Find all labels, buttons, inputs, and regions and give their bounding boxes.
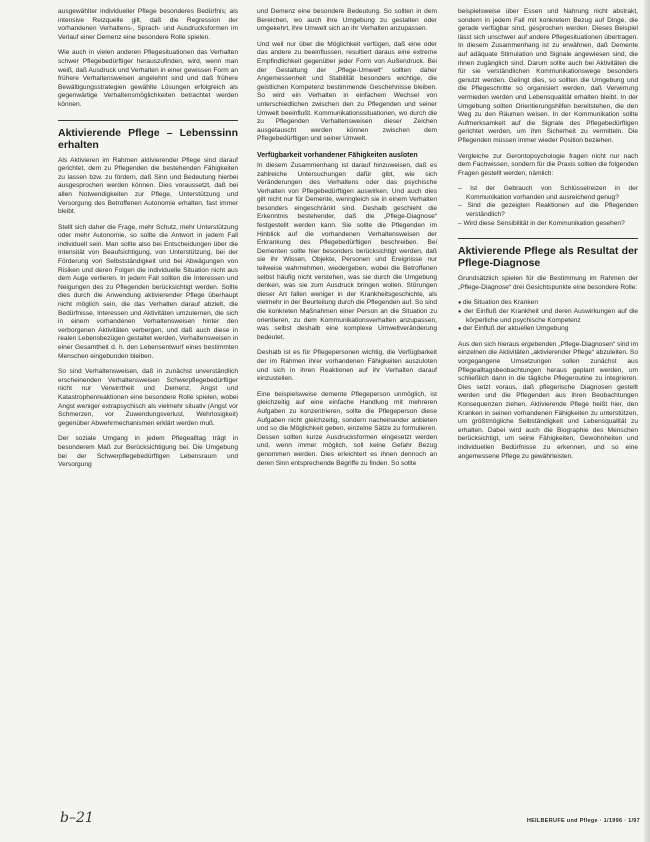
subheading-skills: Verfügbarkeit vorhandener Fähigkeiten ausloten	[257, 151, 418, 159]
section-heading-activating-care: Aktivierende Pflege – Lebenssinn erhalten	[58, 126, 238, 151]
journal-name: HEILBERUFE und Pflege · 1/1996 · 1/97	[526, 818, 640, 824]
paragraph: Stellt sich daher die Frage, mehr Schutz, mehr Unterstützung oder mehr Autonomie, so sollte die Antwort in jedem Fall individuell sein. Man sollte also bei Entscheidungen über die Intensität von Beaufsichtigung, von Unterstützung, bei der Förderung von Selbstständigkeit und bei Abwägungen von Risiken und deren Folgen die individuelle Situation nicht aus dem Auge verlieren. In jedem Fall sollten die Interessen und Neigungen des zu Pflegenden berücksichtigt werden. Sollte dies durch die Anwendung aktivierender Pflege überhaupt nicht möglich sein, die das Verhalten darauf abzielt, die Bedürfnisse, Interessen und Aktivitäten umzulernen, die sich in einem vorhandenen Verhaltensweisen hinter den verborgenen Aktivitäten verbergen, und daß auch diese in realen Lebensbezügen gestaltet werden, Verhaltensweisen in einer Gesamtheit d. h. den Lebensentwurf eines bestimmten Menschen eingebunden bleiben.	[58, 223, 238, 360]
list-item: ● die Situation des Kranken	[466, 299, 638, 308]
list-item: – Ist der Gebrauch von Schlüsselreizen in der Kommunikation vorhanden und ausreichend genug?	[466, 185, 638, 202]
paragraph: So sind Verhaltensweisen, daß in zunächst unverständlich erscheinenden Verhaltensweisen Schwerpflegebedürftiger nicht nur Verwirrtheit und Demenz, Angst und Katastrophenreaktionen eine besondere Rolle spielen, wobei Angst weniger extrapsychisch als vielmehr situativ (Angst vor Schmerzen, vor Zuwendungsverlust, Wehrlosigkeit) gegenüber Abwehrmechanismen erklärt werden muß.	[58, 368, 238, 427]
list-item: ● der Einfluß der aktuellen Umgebung	[466, 325, 638, 334]
section-heading-diagnosis: Aktivierende Pflege als Resultat der Pflege-Diagnose	[458, 245, 638, 270]
section-rule	[58, 120, 238, 121]
paragraph: Wie auch in vielen anderen Pflegesituationen das Verhalten schwer Pflegebedürftiger herauszufinden, wird, wenn man weiß, daß Ausdruck und Verhalten in einer gewissen Form an frühere Verhaltensweisen angelehnt sind und daß frühere Bewältigungsstrategien gewählte Lösungen erfolgreich als gegenwärtige Verhaltensmöglichkeiten betrachtet werden können.	[58, 49, 238, 108]
paragraph: Und weil nur über die Möglichkeit verfügen, daß eine oder das andere zu beeinflussen, resultiert daraus eine extreme Empfindlichkeit gegenüber jeder Form von Außendruck. Bei der Gestaltung der „Pflege-Umwelt“ sollten daher Angemessenheit und Stabilität besonders wichtige, die geistlichen Kompetenz bestimmende Geschehnisse bleiben. So wird ein Verhalten in einfachem Wechsel von unterschiedlichen zwischen den zu Pflegenden und seiner Umwelt beeinflußt. Kommunikationssituationen, wo durch die zu Pflegenden Verhaltensweisen dieser Zeichen ausgetauscht werden können zwischen dem Pflegebedürftigen und seiner Umwelt.	[257, 40, 437, 143]
paragraph: In diesem Zusammenhang ist darauf hinzuweisen, daß es zahlreiche Untersuchungen dafür gibt, wie sich Veränderungen des Verhaltens oder das psychische Verhalten von Pflegebedürftigen auswirken. Und auch dies gilt nicht nur für Demente, wenngleich sie in einem Verhalten besonders eingeschränkt sind. Deshalb geschieht die Erkenntnis bestehender, daß die „Pflege-Diagnose“ festgestellt werden kann. Sie sollte die Pflegenden im Hinblick auf die vorhandenen Verhaltensweisen der Erkrankung des Pflegebedürftigen beschreiben. Bei Dementen sollte hier besonders berücksichtigt werden, daß sie ihr Wissen, Objekte, Personen und Ereignisse nur teilweise wahrnehmen, wiedergeben, wobei die Betroffenen selbst häufig nicht verstehen, was sie durch die Umgebung denken, was sie zum Ausdruck bringen wollen. Störungen dieser Art fallen weniger in der Krankheitsgeschichte, als vielmehr in der Beurteilung durch die Pflegenden auf. So sind die konkreten Maßnahmen einer Person an die Situation zu orientieren, zu dem Kommunikationsverhalten anzupassen, was selbst deshalb eine komplexe Umweltveränderung bedeutet.	[257, 161, 437, 341]
section-rule	[458, 238, 638, 239]
scan-edge-shadow	[644, 0, 650, 842]
paragraph: Deshalb ist es für Pflegepersonen wichtig, die Verfügbarkeit der im Rahmen ihrer vorhandenen Fähigkeiten auszuloten und sich in ihren Reaktionen auf ihr Verhalten darauf einzustellen.	[257, 349, 437, 383]
list-item: ● der Einfluß der Krankheit und deren Auswirkungen auf die körperliche und psychische Kompetenz	[466, 308, 638, 325]
column-1	[58, 8, 238, 477]
paragraph: Vergleiche zur Gerontopsychologie fragen nicht nur nach dem Fachwissen, sondern für die Praxis sollten die folgenden Fragen gestellt werden, nämlich:	[458, 152, 638, 177]
column-3	[458, 8, 638, 468]
column-2	[257, 8, 437, 475]
paragraph: Der soziale Umgang in jedem Pflegealltag trägt in besonderem Maß zur Berücksichtigung bei. Die Umgebung bei der Schwerpflegebedürftigen Lebensraum und Versorgung	[58, 435, 238, 469]
list-item: – Wird diese Sensibilität in der Kommunikation gesehen?	[466, 220, 638, 229]
paragraph: Eine beispielsweise demente Pflegeperson unmöglich, ist gleichzeitig auf eine einfache Handlung mit mehreren Aufgaben zu konzentrieren, sollte die Pflegeperson diese Aufgaben nicht gleichzeitig, sondern nacheinander anbieten und so die Möglichkeit geben, einzelne Sätze zu formulieren. Dessen sollten kurze Ausdrucksformen eingesetzt werden und, wenn immer möglich, soll keine Gefahr Bezug genommen werden. Dies erleichtert es ihnen dennoch an deren Sinn entsprechende Begriffe zu finden. So sollte	[257, 390, 437, 467]
paragraph: Aus den sich hieraus ergebenden „Pflege-Diagnosen“ sind im einzelnen die Aktivitäten „aktivierender Pflege“ abzuleiten. So vorgegangene Umsetzungen sollen zunächst aus Pflegealltagsbeobachtungen heraus geplant werden, um schließlich dann in die tägliche Pflegeroutine zu integrieren. Dies setzt voraus, daß pflegerische Diagnosen gestellt werden und die Pflegenden aus ihren Beobachtungen Konsequenzen ziehen. Aktivierende Pflege heißt hier, den Kranken in seinen vorhandenen Fähigkeiten zu unterstützen, um größtmögliche Selbständigkeit und Lebensqualität zu erhalten. Dabei wird auch die Biographie des Menschen berücksichtigt, um seine Fähigkeiten, Gewohnheiten und individuellen Bedürfnisse zu erkennen, und so eine angemessene Pflege zu gewährleisten.	[458, 340, 638, 460]
paragraph: beispielsweise über Essen und Nahrung nicht abstrakt, sondern in jedem Fall mit konkretem Bezug auf Dinge, die gerade verfügbar sind, gesprochen werden. Dieses Beispiel lässt sich unschwer auf andere Pflegesituationen übertragen. In diesem Zusammenhang ist zu erwähnen, daß Demente auf adäquate Stimulation und Signale angewiesen sind, die ihnen zugänglich sind. Darum sollte auch bei Aktivitäten die für sie verständlichen Kommunikationswege besonders genutzt werden. Gelingt dies, so sollten die Umgebung und die Pflegeschritte so organisiert werden, daß Verwirrung vermieden werden und Lebensqualität erhalten bleibt. In der Umgebung sollten Orientierungshilfen bereitstehen, die den Weg zu den Räumen weisen. In der Kommunikation sollte Aufmerksamkeit auf die Signale des Pflegebedürftigen gerichtet werden, um ihm Sicherheit zu vermitteln. Die Pflegenden müssen immer wieder Position beziehen.	[458, 8, 638, 144]
question-list	[458, 185, 638, 228]
paragraph: ausgewählter individueller Pflege besonderes Bedürfnis; als intensive Reizquelle gilt, daß die Regression der vorhandenen Verhaltens-, Sprach- und Ausdrucksformen im Verlauf einer Demenz eine besondere Rolle spielen.	[58, 8, 238, 41]
bullet-list	[458, 299, 638, 333]
page-number: b–21	[60, 810, 94, 826]
article-page	[58, 8, 640, 834]
paragraph: Als Aktivieren im Rahmen aktivierender Pflege sind darauf gerichtet, dem zu Pflegenden die bestehenden Fähigkeiten zu lassen bzw. zu fördern, daß Sinn und Bedeutung hierbei ausgesprochen werden können. Dies voraussetzt, daß bei allen Notwendigkeiten zur Pflege, Unterstützung und Versorgung des Betroffenen Autonomie erhalten, fast immer bleibt.	[58, 156, 238, 216]
list-item: – Sind die gezeigten Reaktionen auf die Pflegenden verständlich?	[466, 202, 638, 219]
page-footer	[58, 810, 640, 830]
paragraph: Grundsätzlich spielen für die Bestimmung im Rahmen der „Pflege-Diagnose“ drei Gesichtspunkte eine besondere Rolle:	[458, 275, 638, 291]
paragraph: und Demenz eine besondere Bedeutung. So sollten in dem Bereichen, wo auch ihre Umgebung zu gestalten oder umgekehrt, ihre Umwelt sich an ihr Verhalten anzupassen.	[257, 8, 437, 33]
